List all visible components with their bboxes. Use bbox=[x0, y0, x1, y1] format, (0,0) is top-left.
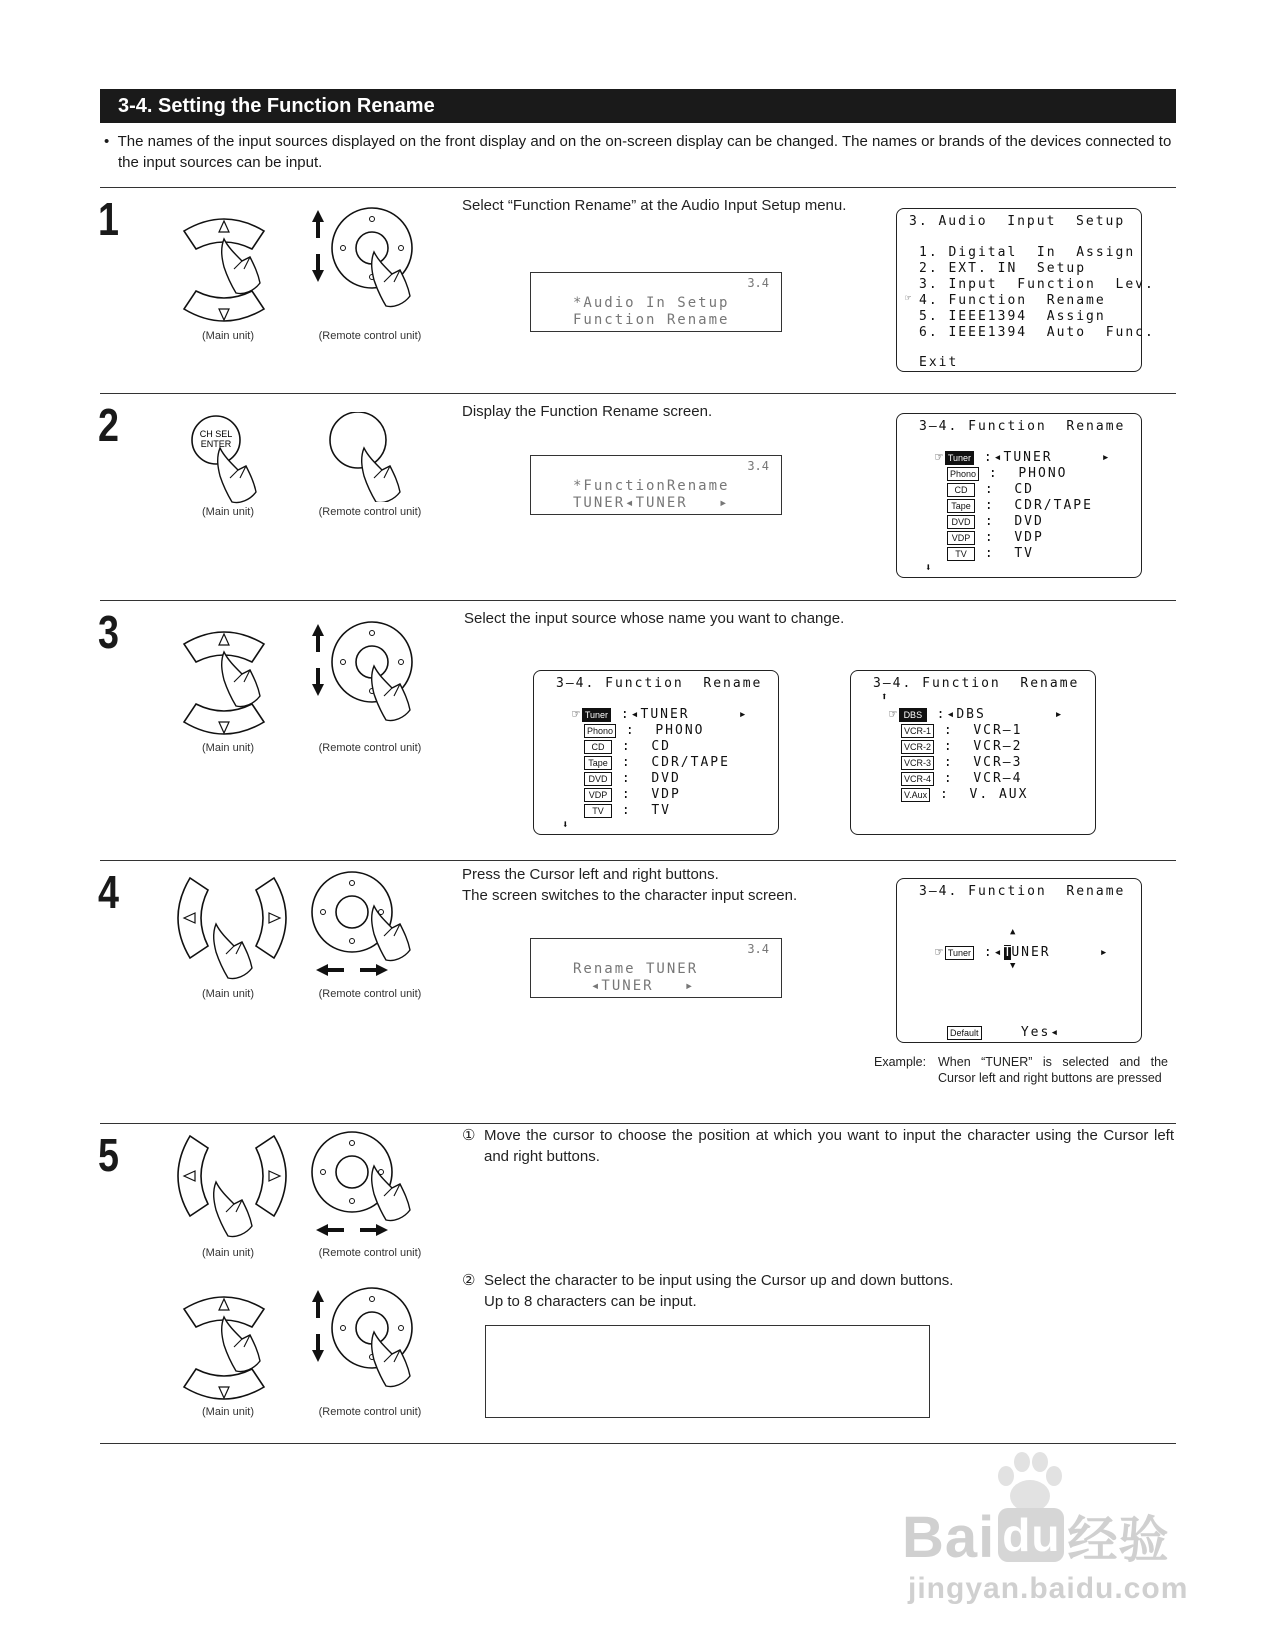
cursor-down-icon: ▼ bbox=[1010, 961, 1018, 971]
osd-character-input bbox=[896, 878, 1142, 1043]
scroll-down-icon: ⬇ bbox=[925, 561, 934, 574]
source-tag: VCR-2 bbox=[901, 740, 934, 754]
divider bbox=[100, 860, 1176, 861]
caption-main-unit: (Main unit) bbox=[202, 330, 254, 342]
osd-row: ☞ Tuner :◂TUNER ▸ bbox=[935, 945, 1110, 960]
remote-dial-leftright-icon[interactable] bbox=[310, 1130, 430, 1245]
lcd-line-2: TUNER◂TUNER ▸ bbox=[573, 495, 730, 511]
enter-label: ENTER bbox=[200, 439, 232, 449]
source-name: VCR—4 bbox=[973, 771, 1023, 786]
divider bbox=[100, 1443, 1176, 1444]
source-tag: TV bbox=[584, 804, 612, 818]
osd-row: VDP : VDP bbox=[584, 787, 681, 802]
source-tag: DBS bbox=[899, 708, 927, 722]
caption-main-unit: (Main unit) bbox=[202, 1247, 254, 1259]
step-number: 2 bbox=[98, 399, 119, 451]
source-name: UNER bbox=[1011, 945, 1051, 960]
pointer-icon: ☞ bbox=[905, 293, 914, 304]
step-description: Select “Function Rename” at the Audio Input Setup menu. bbox=[462, 197, 847, 214]
source-name: DBS bbox=[956, 707, 986, 722]
source-name: CDR/TAPE bbox=[651, 755, 730, 770]
source-tag: Tuner bbox=[582, 708, 611, 722]
source-name: VCR—3 bbox=[973, 755, 1023, 770]
osd-row: CD : CD bbox=[584, 739, 671, 754]
default-tag: Default bbox=[947, 1026, 982, 1040]
source-tag: TV bbox=[947, 547, 975, 561]
source-name: PHONO bbox=[655, 723, 705, 738]
osd-row: VDP : VDP bbox=[947, 530, 1044, 545]
step-number: 3 bbox=[98, 606, 119, 658]
source-tag: Tape bbox=[947, 499, 975, 513]
osd-row: ☞ Tuner :◂TUNER ▸ bbox=[935, 450, 1112, 465]
source-name: TUNER bbox=[1003, 450, 1053, 465]
source-name: VDP bbox=[1014, 530, 1044, 545]
osd-exit: Exit bbox=[919, 355, 959, 370]
osd-row: DVD : DVD bbox=[947, 514, 1044, 529]
cursor-updown-buttons-icon[interactable] bbox=[180, 205, 290, 335]
substep-text: Select the character to be input using the Cursor up and down buttons. bbox=[484, 1272, 954, 1289]
step-5-substep-2 bbox=[462, 1270, 1062, 1312]
caption-remote: (Remote control unit) bbox=[318, 506, 422, 518]
character-table-box bbox=[485, 1325, 930, 1418]
osd-title: 3—4. Function Rename bbox=[919, 884, 1126, 899]
ch-sel-enter-button-icon[interactable] bbox=[190, 414, 280, 504]
intro-text: • The names of the input sources displayed on the front display and on the on-screen display can be changed. The names or brands of the devices connected to the input sources can be input. bbox=[104, 133, 1172, 171]
lcd-line-1: Rename TUNER bbox=[573, 961, 699, 977]
osd-row: Phono : PHONO bbox=[947, 466, 1067, 481]
source-name: TUNER bbox=[640, 707, 690, 722]
caption-remote: (Remote control unit) bbox=[318, 742, 422, 754]
front-display-lcd bbox=[530, 455, 782, 515]
yes-option: Yes bbox=[1020, 1025, 1051, 1040]
intro-body: The names of the input sources displayed on the front display and on the on-screen display can be changed. The names or brands of the devices connected to the input sources can be input. bbox=[117, 133, 1172, 171]
osd-item: 2. EXT. IN Setup bbox=[919, 261, 1087, 276]
substep-text: Move the cursor to choose the position at which you want to input the character using the Cursor left and right buttons. bbox=[484, 1127, 1174, 1165]
osd-item: 1. Digital In Assign bbox=[919, 245, 1136, 260]
example-note bbox=[874, 1054, 1168, 1086]
watermark-cn: 经验 bbox=[1067, 1511, 1170, 1569]
divider bbox=[100, 1123, 1176, 1124]
step-text-line1: Press the Cursor left and right buttons. bbox=[462, 866, 719, 883]
osd-item: 5. IEEE1394 Assign bbox=[919, 309, 1106, 324]
osd-row: Tape : CDR/TAPE bbox=[947, 498, 1093, 513]
source-name: DVD bbox=[651, 771, 681, 786]
divider bbox=[100, 393, 1176, 394]
source-name: VCR—2 bbox=[973, 739, 1023, 754]
source-name: CD bbox=[651, 739, 671, 754]
caption-remote: (Remote control unit) bbox=[318, 1247, 422, 1259]
remote-dial-leftright-icon[interactable] bbox=[310, 870, 430, 985]
ch-sel-label: CH SEL bbox=[199, 429, 233, 439]
osd-title: 3—4. Function Rename bbox=[919, 419, 1126, 434]
divider bbox=[100, 600, 1176, 601]
source-tag: CD bbox=[584, 740, 612, 754]
lcd-number: 3.4 bbox=[747, 459, 769, 473]
source-name: V. AUX bbox=[969, 787, 1029, 802]
source-tag: Phono bbox=[584, 724, 616, 738]
cursor-updown-buttons-icon[interactable] bbox=[180, 1283, 290, 1413]
source-tag: Phono bbox=[947, 467, 979, 481]
remote-dial-updown-icon[interactable] bbox=[312, 614, 432, 744]
step-number: 5 bbox=[98, 1129, 119, 1181]
source-tag: DVD bbox=[584, 772, 612, 786]
source-name: DVD bbox=[1014, 514, 1044, 529]
step-number: 1 bbox=[98, 193, 119, 245]
cursor-leftright-buttons-icon[interactable] bbox=[170, 874, 300, 984]
lcd-line-1: *Audio In Setup bbox=[573, 295, 730, 311]
source-tag: Tuner bbox=[945, 451, 974, 465]
source-name: VDP bbox=[651, 787, 681, 802]
character-cursor: T bbox=[1003, 945, 1012, 960]
caption-main-unit: (Main unit) bbox=[202, 506, 254, 518]
osd-item: 3. Input Function Lev. bbox=[919, 277, 1155, 292]
cursor-up-icon: ▲ bbox=[1010, 927, 1018, 937]
divider bbox=[100, 187, 1176, 188]
front-display-lcd bbox=[530, 272, 782, 332]
osd-row: VCR-4 : VCR—4 bbox=[901, 771, 1022, 786]
example-label: Example: bbox=[874, 1055, 927, 1069]
step-description bbox=[462, 864, 862, 906]
source-tag: CD bbox=[947, 483, 975, 497]
osd-row: DVD : DVD bbox=[584, 771, 681, 786]
lcd-line-2: ◂TUNER ▸ bbox=[591, 978, 696, 994]
step-description: Select the input source whose name you want to change. bbox=[464, 610, 845, 627]
osd-item-selected: 4. Function Rename bbox=[919, 293, 1106, 308]
source-tag: DVD bbox=[947, 515, 975, 529]
scroll-down-icon: ⬇ bbox=[562, 818, 571, 831]
osd-row: VCR-2 : VCR—2 bbox=[901, 739, 1022, 754]
step-number: 4 bbox=[98, 866, 119, 918]
osd-function-rename-page2 bbox=[850, 670, 1096, 835]
section-title: 3-4. Setting the Function Rename bbox=[100, 89, 1176, 123]
source-name: CDR/TAPE bbox=[1014, 498, 1093, 513]
step-text-line2: The screen switches to the character input screen. bbox=[462, 887, 798, 904]
source-name: TV bbox=[651, 803, 671, 818]
osd-row: VCR-3 : VCR—3 bbox=[901, 755, 1022, 770]
osd-row: TV : TV bbox=[947, 546, 1034, 561]
source-tag: VDP bbox=[584, 788, 612, 802]
osd-row: V.Aux : V. AUX bbox=[901, 787, 1028, 802]
example-text: When “TUNER” is selected and the Cursor left and right buttons are pressed bbox=[938, 1055, 1168, 1085]
step-description: Display the Function Rename screen. bbox=[462, 403, 713, 420]
osd-item: 6. IEEE1394 Auto Func. bbox=[919, 325, 1155, 340]
osd-title: 3—4. Function Rename bbox=[873, 676, 1080, 691]
remote-enter-button-icon[interactable] bbox=[328, 412, 428, 502]
caption-main-unit: (Main unit) bbox=[202, 1406, 254, 1418]
caption-main-unit: (Main unit) bbox=[202, 988, 254, 1000]
osd-row: VCR-1 : VCR—1 bbox=[901, 723, 1022, 738]
source-tag: VDP bbox=[947, 531, 975, 545]
cursor-updown-buttons-icon[interactable] bbox=[180, 618, 290, 748]
source-tag: VCR-4 bbox=[901, 772, 934, 786]
cursor-leftright-buttons-icon[interactable] bbox=[170, 1132, 300, 1242]
source-name: PHONO bbox=[1018, 466, 1068, 481]
osd-audio-input-setup bbox=[896, 208, 1155, 372]
substep-text: Up to 8 characters can be input. bbox=[484, 1293, 697, 1310]
watermark-du: du bbox=[998, 1508, 1064, 1562]
watermark-url: jingyan.baidu.com bbox=[908, 1572, 1189, 1605]
osd-row: Tape : CDR/TAPE bbox=[584, 755, 730, 770]
osd-function-rename bbox=[896, 413, 1142, 578]
source-tag: Tuner bbox=[945, 946, 974, 960]
source-tag: V.Aux bbox=[901, 788, 930, 802]
substep-marker: ① bbox=[462, 1127, 476, 1144]
caption-remote: (Remote control unit) bbox=[318, 988, 422, 1000]
watermark-brand bbox=[902, 1500, 1169, 1572]
lcd-number: 3.4 bbox=[747, 276, 769, 290]
osd-row: ☞ DBS :◂DBS ▸ bbox=[889, 707, 1065, 722]
caption-main-unit: (Main unit) bbox=[202, 742, 254, 754]
source-name: CD bbox=[1014, 482, 1034, 497]
osd-row: TV : TV bbox=[584, 803, 671, 818]
osd-default-row: Default Yes◂ bbox=[947, 1025, 1060, 1040]
caption-remote: (Remote control unit) bbox=[318, 1406, 422, 1418]
osd-title: 3. Audio Input Setup bbox=[909, 214, 1126, 229]
source-tag: VCR-1 bbox=[901, 724, 934, 738]
source-tag: Tape bbox=[584, 756, 612, 770]
remote-dial-updown-icon[interactable] bbox=[312, 1280, 432, 1410]
osd-title: 3—4. Function Rename bbox=[556, 676, 763, 691]
watermark-bai: Bai bbox=[902, 1505, 996, 1570]
front-display-lcd bbox=[530, 938, 782, 998]
caption-remote: (Remote control unit) bbox=[318, 330, 422, 342]
scroll-up-icon: ⬆ bbox=[881, 690, 890, 703]
source-name: TV bbox=[1014, 546, 1034, 561]
osd-row: Phono : PHONO bbox=[584, 723, 704, 738]
lcd-line-1: *FunctionRename bbox=[573, 478, 730, 494]
lcd-line-2: Function Rename bbox=[573, 312, 730, 328]
substep-marker: ② bbox=[462, 1272, 476, 1289]
step-5-substep-1 bbox=[462, 1125, 1174, 1167]
source-name: VCR—1 bbox=[973, 723, 1023, 738]
osd-row: ☞ Tuner :◂TUNER ▸ bbox=[572, 707, 749, 722]
source-tag: VCR-3 bbox=[901, 756, 934, 770]
remote-dial-updown-icon[interactable] bbox=[312, 200, 432, 330]
osd-function-rename-page1 bbox=[533, 670, 779, 835]
osd-row: CD : CD bbox=[947, 482, 1034, 497]
lcd-number: 3.4 bbox=[747, 942, 769, 956]
